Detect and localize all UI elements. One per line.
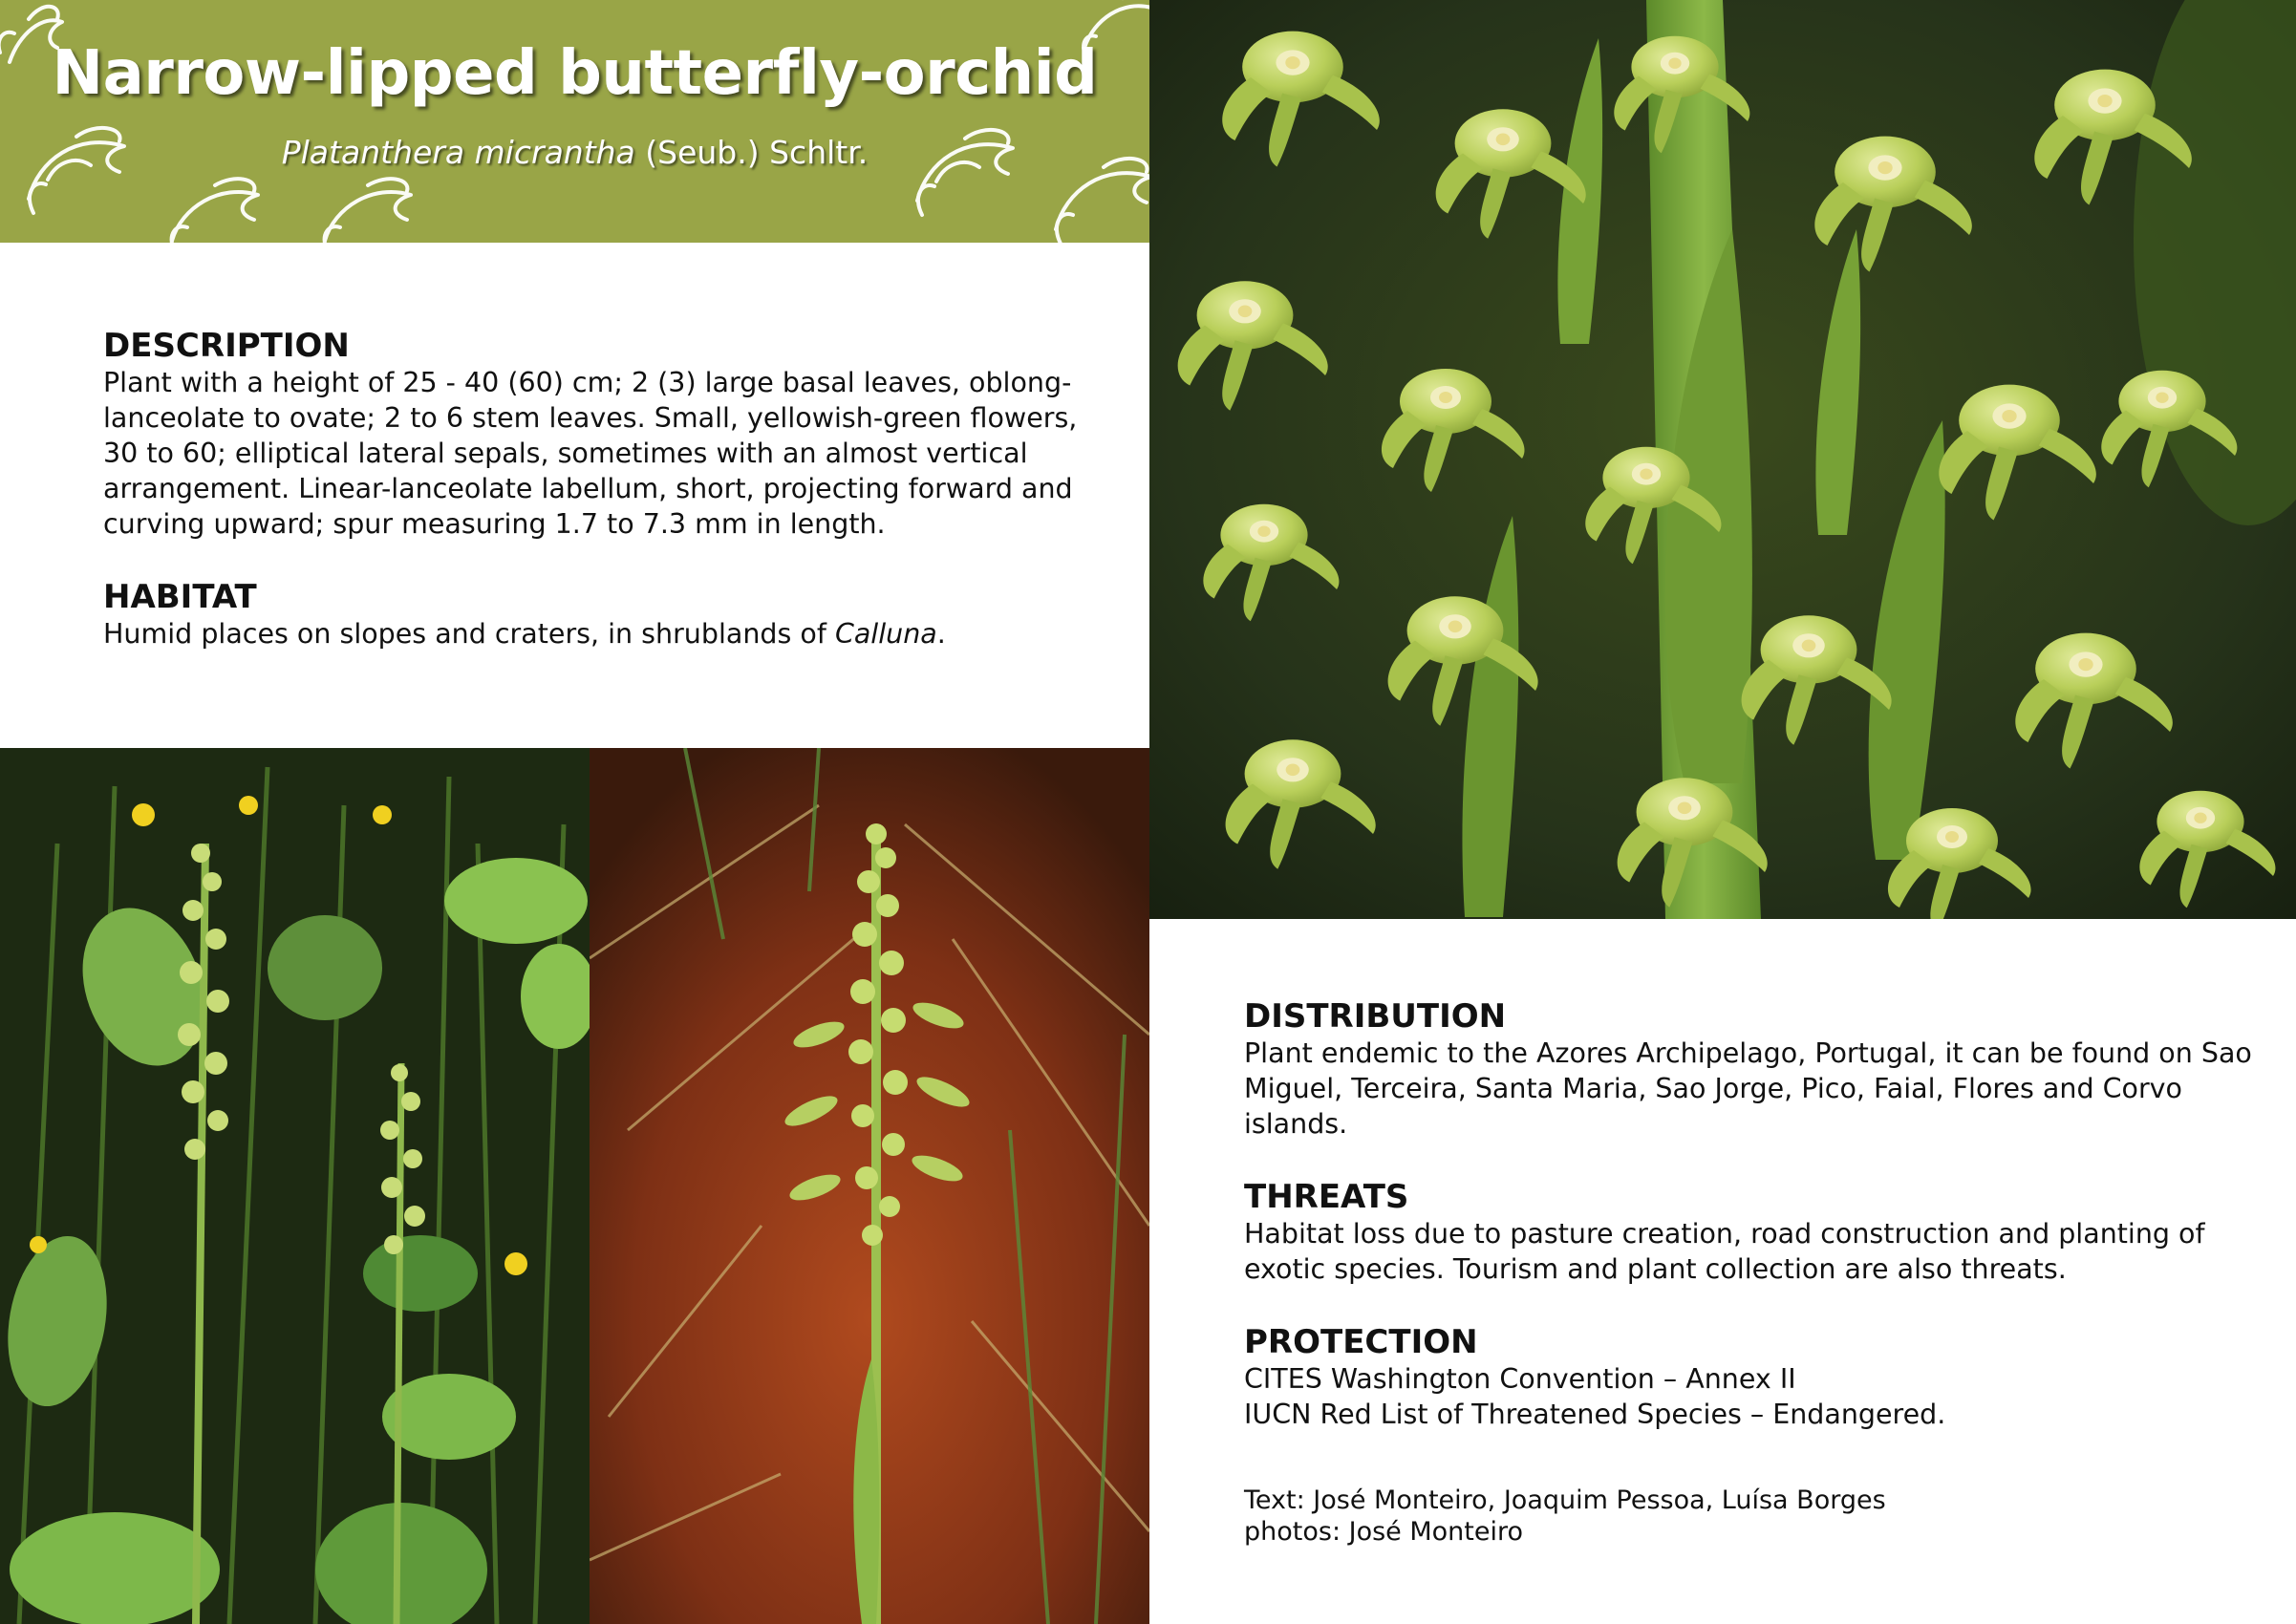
description-heading: DESCRIPTION <box>103 327 350 365</box>
flower-closeup-photo <box>1149 0 2296 919</box>
habitat-text <box>103 616 1116 652</box>
right-text-column <box>1244 997 2276 1468</box>
protection-section <box>1244 1323 2276 1432</box>
distribution-section <box>1244 997 2276 1142</box>
habitat-text-end: . <box>936 618 946 650</box>
photo-credit: photos: José Monteiro <box>1244 1517 1524 1547</box>
orchid-motif-decoration <box>0 0 1149 243</box>
habitat-text-main: Humid places on slopes and craters, in shrublands of <box>103 618 835 650</box>
text-credit: Text: José Monteiro, Joaquim Pessoa, Luísa Borges <box>1244 1485 1886 1515</box>
habitat-plants-photo <box>0 748 590 1624</box>
scientific-authority: (Seub.) Schltr. <box>634 134 869 171</box>
protection-line-cites: CITES Washington Convention – Annex II <box>1244 1363 1796 1395</box>
description-section <box>103 327 1116 542</box>
protection-line-iucn: IUCN Red List of Threatened Species – Endangered. <box>1244 1399 1946 1430</box>
orchid-spike-photo <box>590 748 1149 1624</box>
threats-section <box>1244 1178 2276 1287</box>
threats-heading: THREATS <box>1244 1178 1409 1216</box>
page-title: Narrow-lipped butterfly-orchid <box>52 38 1098 109</box>
distribution-heading: DISTRIBUTION <box>1244 997 1507 1036</box>
distribution-text: Plant endemic to the Azores Archipelago, Portugal, it can be found on Sao Miguel, Terceira, Santa Maria, Sao Jorge, Pico, Faial, Flores and Corvo islands. <box>1244 1037 2252 1140</box>
scientific-name <box>0 134 1149 171</box>
credits <box>1244 1485 2257 1548</box>
threats-text: Habitat loss due to pasture creation, road construction and planting of exotic species. Tourism and plant collection are also threats. <box>1244 1218 2205 1285</box>
scientific-name-italic: Platanthera micrantha <box>281 134 635 171</box>
header-band <box>0 0 1149 243</box>
left-text-column <box>103 327 1116 688</box>
habitat-section <box>103 578 1116 652</box>
habitat-genus: Calluna <box>834 618 937 650</box>
habitat-heading: HABITAT <box>103 578 257 616</box>
description-text: Plant with a height of 25 - 40 (60) cm; 2 (3) large basal leaves, oblong-lanceolate to ovate; 2 to 6 stem leaves. Small, yellowish-green flowers, 30 to 60; elliptical lateral sepals, sometimes with an almost vertical arrangement. Linear-lanceolate labellum, short, projecting forward and curving upward; spur measuring 1.7 to 7.3 mm in length. <box>103 367 1078 540</box>
protection-heading: PROTECTION <box>1244 1323 1478 1361</box>
